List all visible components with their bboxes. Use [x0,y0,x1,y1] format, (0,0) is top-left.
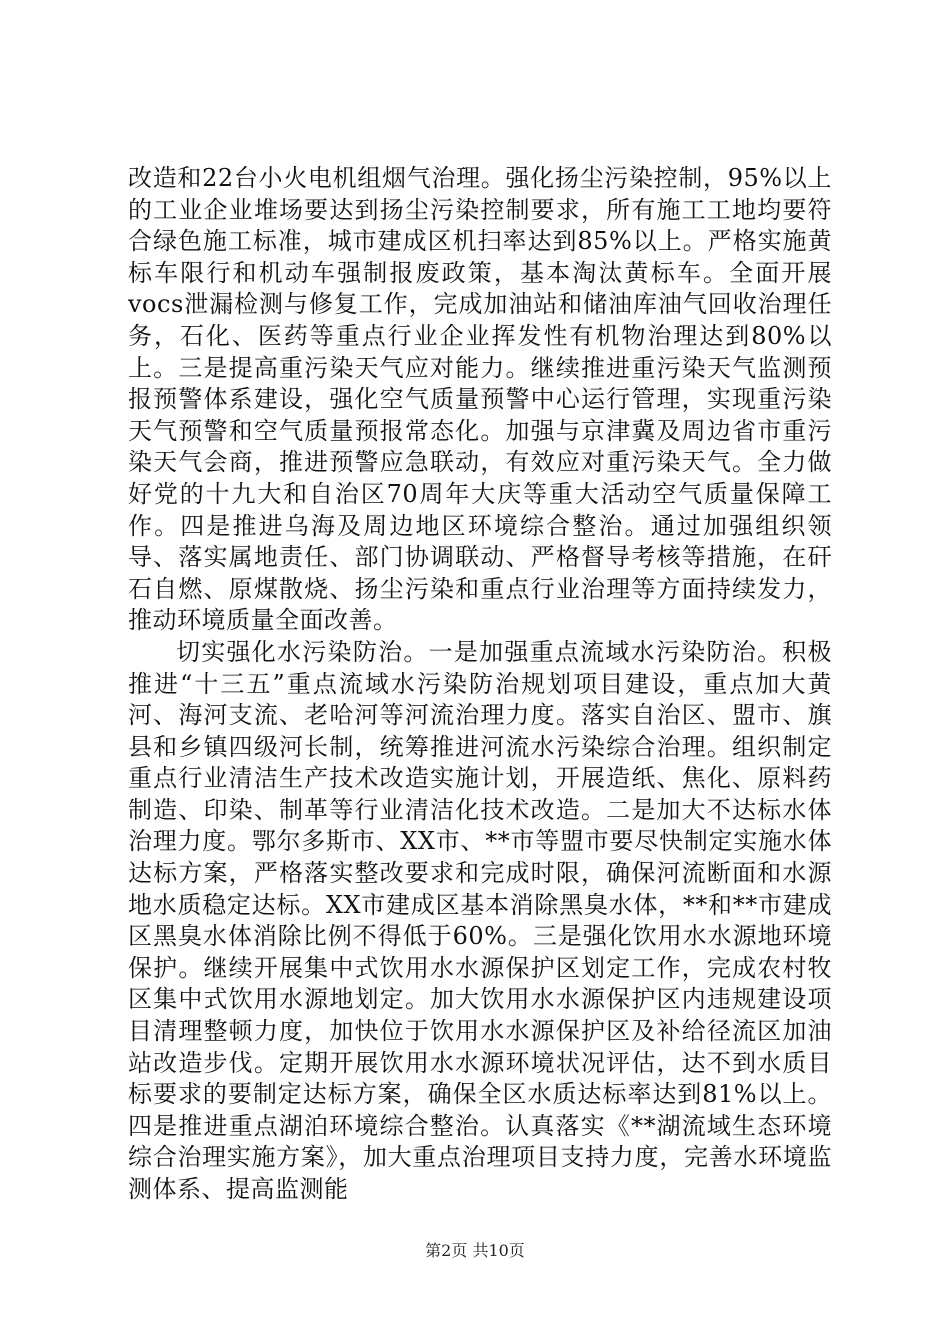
document-body [128,163,832,1206]
page-footer: 第2页 共10页 [425,1241,525,1260]
paragraph-water-pollution: 切实强化水污染防治。一是加强重点流域水污染防治。积极推进“十三五”重点流域水污染防治规划项目建设，重点加大黄河、海河支流、老哈河等河流治理力度。落实自治区、盟市、旗县和乡镇四级河长制，统筹推进河流水污染综合治理。组织制定重点行业清洁生产技术改造实施计划，开展造纸、焦化、原料药制造、印染、制革等行业清洁化技术改造。二是加大不达标水体治理力度。鄂尔多斯市、XX市、**市等盟市要尽快制定实施水体达标方案，严格落实整改要求和完成时限，确保河流断面和水源地水质稳定达标。XX市建成区基本消除黑臭水体，**和**市建成区黑臭水体消除比例不得低于60%。三是强化饮用水水源地环境保护。继续开展集中式饮用水水源保护区划定工作，完成农村牧区集中式饮用水源地划定。加大饮用水水源保护区内违规建设项目清理整顿力度，加快位于饮用水水源保护区及补给径流区加油站改造步伐。定期开展饮用水水源环境状况评估，达不到水质目标要求的要制定达标方案，确保全区水质达标率达到81%以上。四是推进重点湖泊环境综合整治。认真落实《**湖流域生态环境综合治理实施方案》，加大重点治理项目支持力度，完善水环境监测体系、提高监测能 [128,637,832,1203]
paragraph-air-pollution: 改造和22台小火电机组烟气治理。强化扬尘污染控制，95%以上的工业企业堆场要达到扬尘污染控制要求，所有施工工地均要符合绿色施工标准，城市建成区机扫率达到85%以上。严格实施黄标车限行和机动车强制报废政策，基本淘汰黄标车。全面开展vocs泄漏检测与修复工作，完成加油站和储油库油气回收治理任务，石化、医药等重点行业企业挥发性有机物治理达到80%以上。三是提高重污染天气应对能力。继续推进重污染天气监测预报预警体系建设，强化空气质量预警中心运行管理，实现重污染天气预警和空气质量预报常态化。加强与京津冀及周边省市重污染天气会商，推进预警应急联动，有效应对重污染天气。全力做好党的十九大和自治区70周年大庆等重大活动空气质量保障工作。四是推进乌海及周边地区环境综合整治。通过加强组织领导、落实属地责任、部门协调联动、严格督导考核等措施，在矸石自燃、原煤散烧、扬尘污染和重点行业治理等方面持续发力，推动环境质量全面改善。 [128,164,832,635]
